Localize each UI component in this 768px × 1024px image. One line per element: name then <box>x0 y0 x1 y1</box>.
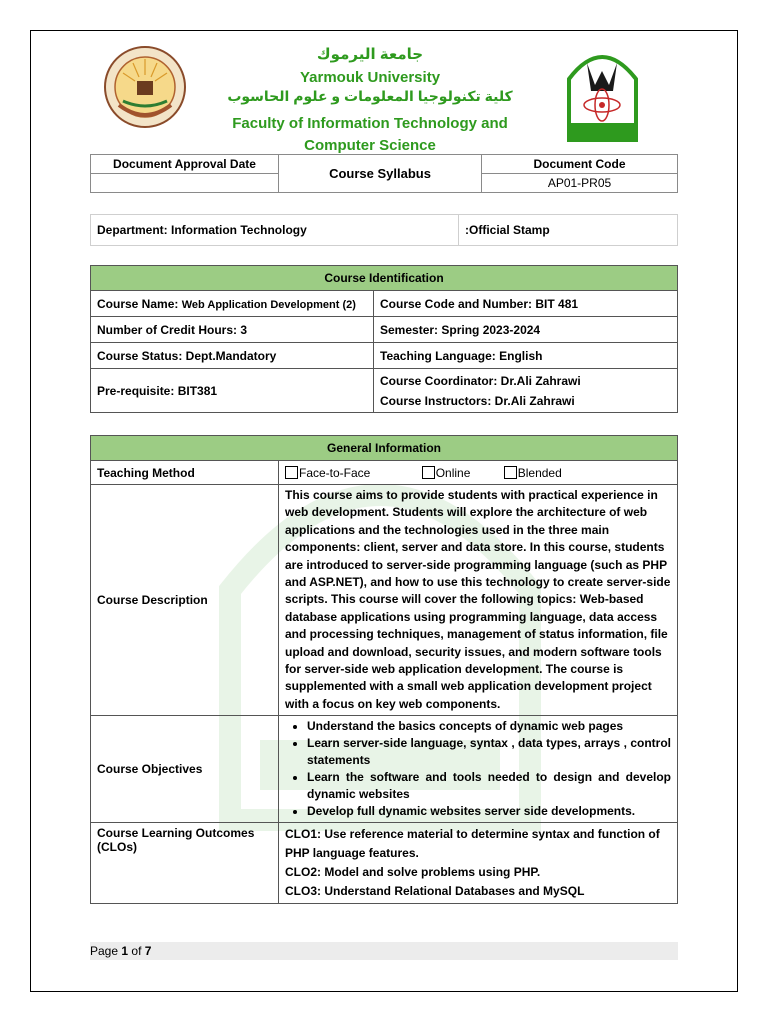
approval-date-label: Document Approval Date <box>91 155 279 174</box>
accreditation-seal-icon <box>103 45 187 129</box>
teaching-method-options <box>279 461 678 485</box>
document-code-label: Document Code <box>482 155 678 174</box>
face-to-face-checkbox[interactable] <box>285 466 370 480</box>
online-checkbox[interactable] <box>422 466 471 480</box>
course-name-cell <box>91 291 374 317</box>
prerequisite-cell: Pre-requisite: BIT381 <box>91 369 374 413</box>
semester-cell: Semester: Spring 2023-2024 <box>374 317 678 343</box>
university-arabic-name: جامعة اليرموك <box>316 46 424 63</box>
department-cell <box>91 215 459 246</box>
document-info-table <box>90 154 678 193</box>
clo-cell <box>279 823 678 904</box>
online-label: Online <box>435 465 471 480</box>
page-number: 1 <box>121 944 129 958</box>
blended-label: Blended <box>517 465 562 480</box>
page-total: 7 <box>144 944 152 958</box>
course-identification-table <box>90 265 678 413</box>
blended-checkbox[interactable] <box>504 466 562 480</box>
credit-hours-cell: Number of Credit Hours: 3 <box>91 317 374 343</box>
university-name: Yarmouk University <box>299 69 441 86</box>
department-table <box>90 214 678 246</box>
face-to-face-label: Face-to-Face <box>299 465 371 480</box>
course-name-value: Web Application Development (2) <box>181 298 356 311</box>
faculty-name: Faculty of Information Technology and Computer Science <box>232 115 508 154</box>
document-code-value: AP01-PR05 <box>482 174 678 193</box>
page-footer <box>90 942 678 960</box>
course-identification-title: Course Identification <box>91 266 678 291</box>
yarmouk-emblem-icon <box>565 45 640 142</box>
checkbox-icon <box>504 466 517 479</box>
of-word: of <box>131 944 142 958</box>
course-objectives-label: Course Objectives <box>91 716 279 823</box>
course-description-text: This course aims to provide students with practical experience in web development. Students will explore the architecture of web applications and the technologies used in the three main components: client, server and data store. In this course, students are introduced to server-side programming language (such as PHP and ASP.NET), and how to use this technology to create server-side scripts. This course will cover the following topics: Web-based database applications using programming language, data access and processing techniques, management of status information, file upload and download, security issues, and modern software tools for server-side web application development. The course is supplemented with a small web application development project with a focus on key web components. <box>279 485 678 716</box>
course-code-cell: Course Code and Number: BIT 481 <box>374 291 678 317</box>
checkbox-icon <box>285 466 298 479</box>
objective-item: • Learn the software and tools needed to design and develop dynamic websites <box>307 769 671 803</box>
coordinator-instructors-cell <box>374 369 678 413</box>
general-information-table <box>90 435 678 904</box>
coordinator-text: Course Coordinator: Dr.Ali Zahrawi <box>380 373 581 388</box>
objectives-list <box>285 718 671 820</box>
teaching-language-cell: Teaching Language: English <box>374 343 678 369</box>
course-name-label: Course Name: <box>97 296 179 311</box>
approval-date-value <box>91 174 279 193</box>
clo-label: Course Learning Outcomes (CLOs) <box>91 823 279 904</box>
clo-item: CLO2: Model and solve problems using PHP. <box>285 865 541 880</box>
course-objectives-cell <box>279 716 678 823</box>
instructors-text: Course Instructors: Dr.Ali Zahrawi <box>380 393 575 408</box>
page-word: Page <box>90 944 119 958</box>
objective-item: • Learn server-side language, syntax , data types, arrays , control statements <box>307 735 671 769</box>
department-text: Department: Information Technology <box>97 223 307 237</box>
official-stamp-cell: :Official Stamp <box>459 215 678 246</box>
clo-item: CLO3: Understand Relational Databases and MySQL <box>285 884 585 899</box>
objective-item: • Understand the basics concepts of dynamic web pages <box>307 718 671 735</box>
clo-item: CLO1: Use reference material to determine syntax and function of PHP language features. <box>285 827 660 861</box>
faculty-arabic-name: كلية تكنولوجيا المعلومات و علوم الحاسوب <box>227 88 513 104</box>
course-description-label: Course Description <box>91 485 279 716</box>
teaching-method-label: Teaching Method <box>91 461 279 485</box>
course-status-cell: Course Status: Dept.Mandatory <box>91 343 374 369</box>
general-information-title: General Information <box>91 436 678 461</box>
checkbox-icon <box>422 466 435 479</box>
objective-item: • Develop full dynamic websites server side developments. <box>307 803 671 820</box>
document-title: Course Syllabus <box>279 155 482 193</box>
